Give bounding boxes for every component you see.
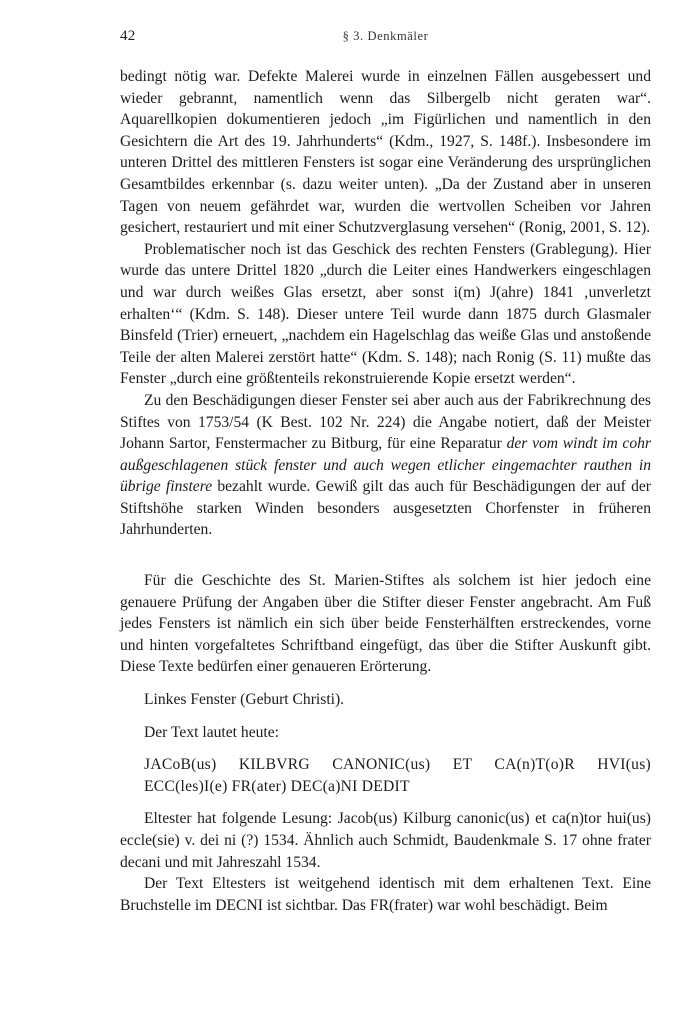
paragraph-1: bedingt nötig war. Defekte Malerei wurde in einzelnen Fällen ausgebessert und wieder gebrannt, namentlich wenn das Silbergelb nicht geraten war“. Aquarellkopien dokumentieren jedoch „im Figürlichen und namentlich in den Gesichtern die Art des 19. Jahrhunderts“ (Kdm., 1927, S. 148f.). Insbesondere im unteren Drittel des mittleren Fensters ist sogar eine Veränderung des ursprünglichen Gesamtbildes erkennbar (s. dazu weiter unten). „Da der Zustand aber in unseren Tagen von neuem gefährdet war, wurden die wertvollen Scheiben vor Jahren gesichert, restauriert und mit einer Schutzverglasung versehen“ (Ronig, 2001, S. 12). <box>120 68 651 237</box>
page-header <box>120 28 651 48</box>
paragraph-3-end: bezahlt wurde. Gewiß gilt das auch für Beschädigungen der auf der Stiftshöhe starken Winden besonders ausgesetzten Chorfenster in früheren Jahrhunderten. <box>120 478 651 539</box>
running-title: § 3. Denkmäler <box>342 29 429 43</box>
page-number: 42 <box>120 28 136 44</box>
paragraph-2: Problematischer noch ist das Geschick des rechten Fensters (Grablegung). Hier wurde das untere Drittel 1820 „durch die Leiter eines Handwerkers eingeschlagen und war durch weißes Glas ersetzt, aber sonst i(m) J(ahre) 1841 ‚unverletzt erhalten‘“ (Kdm. S. 148). Dieser untere Teil wurde dann 1875 durch Glasmaler Binsfeld (Trier) erneuert, „nachdem ein Hagelschlag das weiße Glas und anstoßende Teile der alten Malerei zerstört hatte“ (Kdm. S. 148); nach Ronig (S. 11) mußte das Fenster „durch eine größtenteils rekonstruierende Kopie ersetzt werden“. <box>120 240 651 388</box>
paragraph-3 <box>120 390 651 541</box>
paragraph-7: Eltester hat folgende Lesung: Jacob(us) Kilburg canonic(us) et ca(n)tor hui(us) eccle(sie) v. dei ni (?) 1534. Ähnlich auch Schmidt, Baudenkmale S. 17 ohne frater decani und mit Jahreszahl 1534. <box>120 810 651 871</box>
archival-quote: der vom windt im cohr außgeschlagenen stück fenster und auch wegen etlicher eingemachter rauthen in übrige finstere <box>120 435 651 496</box>
paragraph-5: Linkes Fenster (Geburt Christi). <box>144 691 345 709</box>
paragraph-3-start: Zu den Beschädigungen dieser Fenster sei aber auch aus der Fabrikrechnung des Stiftes von 1753/54 (K Best. 102 Nr. 224) die Angabe notiert, daß der Meister Johann Sartor, Fenstermacher zu Bitburg, für eine Reparatur <box>120 391 651 453</box>
inscription <box>120 754 651 797</box>
paragraph-4: Für die Geschichte des St. Marien-Stiftes als solchem ist hier jedoch eine genauere Prüfung der Angaben über die Stifter dieser Fenster angebracht. Am Fuß jedes Fensters ist nämlich ein sich über beide Fensterhälften erstreckendes, vorne und hinten vorgefaltetes Schriftband eingefügt, das über die Stifter Auskunft gibt. Diese Texte bedürfen einer genaueren Erörterung. <box>120 572 651 676</box>
inscription-line-1: JACoB(us) KILBVRG CANONIC(us) ET CA(n)T(o)R HVI(us) <box>144 756 651 774</box>
paragraph-6: Der Text lautet heute: <box>144 723 280 741</box>
body-text <box>120 66 651 916</box>
inscription-line-2: ECC(les)I(e) FR(ater) DEC(a)NI DEDIT <box>144 777 410 795</box>
paragraph-8: Der Text Eltesters ist weitgehend identisch mit dem erhaltenen Text. Eine Bruchstelle im DECNI ist sichtbar. Das FR(frater) war wohl beschädigt. Beim <box>120 875 651 914</box>
